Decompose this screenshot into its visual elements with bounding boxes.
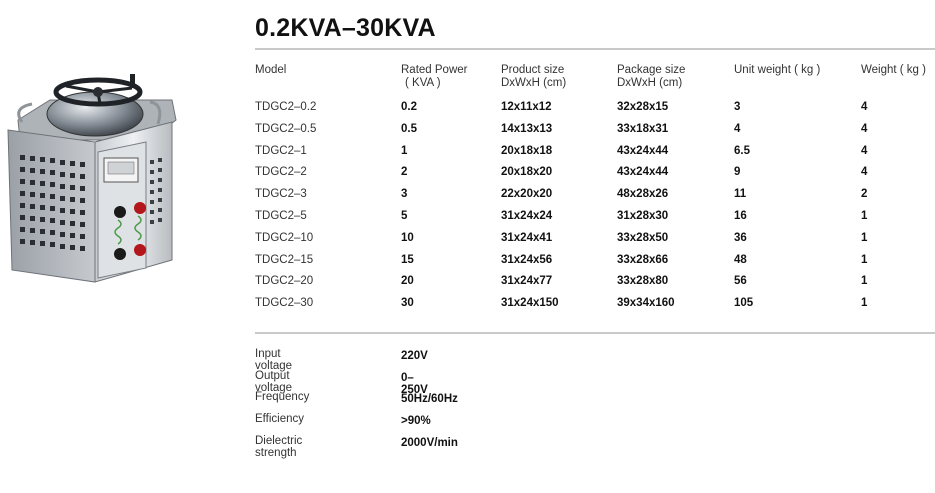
header-sublabel: ( KVA ) [405, 77, 441, 89]
cell-product-size: 20x18x18 [501, 144, 553, 157]
header-package-size [617, 64, 685, 90]
spec-label: Input voltage [255, 348, 293, 372]
section-divider [255, 332, 935, 334]
header-model [255, 64, 286, 77]
cell-package-size: 48x28x26 [617, 188, 669, 201]
spec-label: Frequency [255, 391, 310, 404]
cell-rated-power: 5 [401, 209, 408, 222]
cell-rated-power: 20 [401, 275, 414, 288]
table-row [255, 187, 935, 209]
cell-weight: 1 [861, 231, 868, 244]
cell-package-size: 32x28x15 [617, 101, 669, 113]
cell-model: TDGC2–10 [255, 231, 314, 244]
cell-package-size: 43x24x44 [617, 166, 669, 179]
spec-label: Output voltage [255, 369, 293, 394]
cell-unit-weight: 56 [734, 275, 747, 288]
table-row [255, 231, 935, 253]
cell-model: TDGC2–3 [255, 188, 307, 201]
cell-product-size: 22x20x20 [501, 188, 553, 201]
cell-package-size: 33x28x50 [617, 231, 669, 244]
cell-unit-weight: 36 [734, 231, 747, 244]
cell-product-size: 20x18x20 [501, 166, 553, 179]
voltage-regulator-icon [0, 70, 185, 285]
cell-model: TDGC2–20 [255, 275, 314, 288]
cell-weight: 1 [861, 209, 868, 222]
spec-value: >90% [401, 415, 431, 428]
cell-unit-weight: 9 [734, 166, 741, 179]
header-label: Product size [501, 64, 565, 76]
cell-package-size: 31x28x30 [617, 209, 669, 222]
cell-product-size: 31x24x56 [501, 253, 553, 266]
cell-model: TDGC2–0.2 [255, 101, 317, 113]
cell-unit-weight: 3 [734, 101, 741, 113]
cell-product-size: 31x24x77 [501, 275, 553, 288]
spec-label: Dielectric strength [255, 434, 303, 459]
header-product-size [501, 64, 566, 90]
cell-unit-weight: 16 [734, 209, 747, 222]
header-label: Weight ( kg ) [861, 64, 926, 76]
header-unit-weight [734, 64, 820, 77]
table-row [255, 165, 935, 187]
table-row [255, 209, 935, 231]
cell-unit-weight: 4 [734, 122, 741, 135]
cell-rated-power: 1 [401, 144, 408, 157]
spec-table [255, 64, 935, 318]
table-row [255, 253, 935, 275]
cell-unit-weight: 105 [734, 297, 754, 310]
header-weight [861, 64, 926, 77]
header-sublabel: DxWxH (cm) [501, 77, 567, 89]
cell-weight: 1 [861, 253, 868, 266]
spec-label: Efficiency [255, 413, 305, 426]
cell-product-size: 12x11x12 [501, 101, 552, 113]
table-row [255, 100, 935, 122]
top-divider [255, 48, 935, 50]
cell-rated-power: 10 [401, 231, 414, 244]
table-row [255, 144, 935, 166]
cell-unit-weight: 48 [734, 253, 747, 266]
cell-rated-power: 30 [401, 297, 414, 310]
spec-value: 2000V/min [401, 436, 458, 449]
cell-package-size: 33x18x31 [617, 122, 669, 135]
cell-product-size: 14x13x13 [501, 122, 553, 135]
page-title: 0.2KVA–30KVA [255, 14, 436, 42]
cell-product-size: 31x24x41 [501, 231, 553, 244]
cell-model: TDGC2–0.5 [255, 122, 317, 135]
cell-rated-power: 3 [401, 188, 408, 201]
cell-weight: 1 [861, 297, 868, 310]
cell-weight: 4 [861, 101, 868, 113]
table-row [255, 296, 935, 318]
cell-rated-power: 15 [401, 253, 414, 266]
cell-weight: 4 [861, 166, 868, 179]
cell-rated-power: 0.2 [401, 101, 417, 113]
cell-model: TDGC2–15 [255, 253, 314, 266]
header-label: Unit weight ( kg ) [734, 64, 821, 76]
cell-package-size: 33x28x66 [617, 253, 669, 266]
cell-weight: 1 [861, 275, 868, 288]
cell-weight: 4 [861, 144, 868, 157]
header-label: Model [255, 64, 287, 76]
spec-value: 0–250V [401, 371, 428, 396]
cell-package-size: 33x28x80 [617, 275, 669, 288]
spec-value: 220V [401, 350, 428, 362]
cell-model: TDGC2–5 [255, 209, 307, 222]
table-row [255, 122, 935, 144]
cell-weight: 4 [861, 122, 868, 135]
cell-model: TDGC2–2 [255, 166, 307, 179]
cell-rated-power: 0.5 [401, 122, 417, 135]
cell-model: TDGC2–1 [255, 144, 307, 157]
header-label: Rated Power [401, 64, 468, 76]
header-label: Package size [617, 64, 686, 76]
header-rated-power [401, 64, 467, 90]
table-header [255, 64, 935, 100]
cell-product-size: 31x24x24 [501, 209, 553, 222]
cell-product-size: 31x24x150 [501, 297, 559, 310]
cell-model: TDGC2–30 [255, 297, 314, 310]
header-sublabel: DxWxH (cm) [617, 77, 683, 89]
cell-package-size: 39x34x160 [617, 297, 675, 310]
cell-unit-weight: 11 [734, 188, 747, 201]
cell-unit-weight: 6.5 [734, 144, 750, 157]
cell-rated-power: 2 [401, 166, 408, 179]
spec-value: 50Hz/60Hz [401, 393, 458, 406]
table-row [255, 274, 935, 296]
cell-weight: 2 [861, 188, 868, 201]
cell-package-size: 43x24x44 [617, 144, 669, 157]
